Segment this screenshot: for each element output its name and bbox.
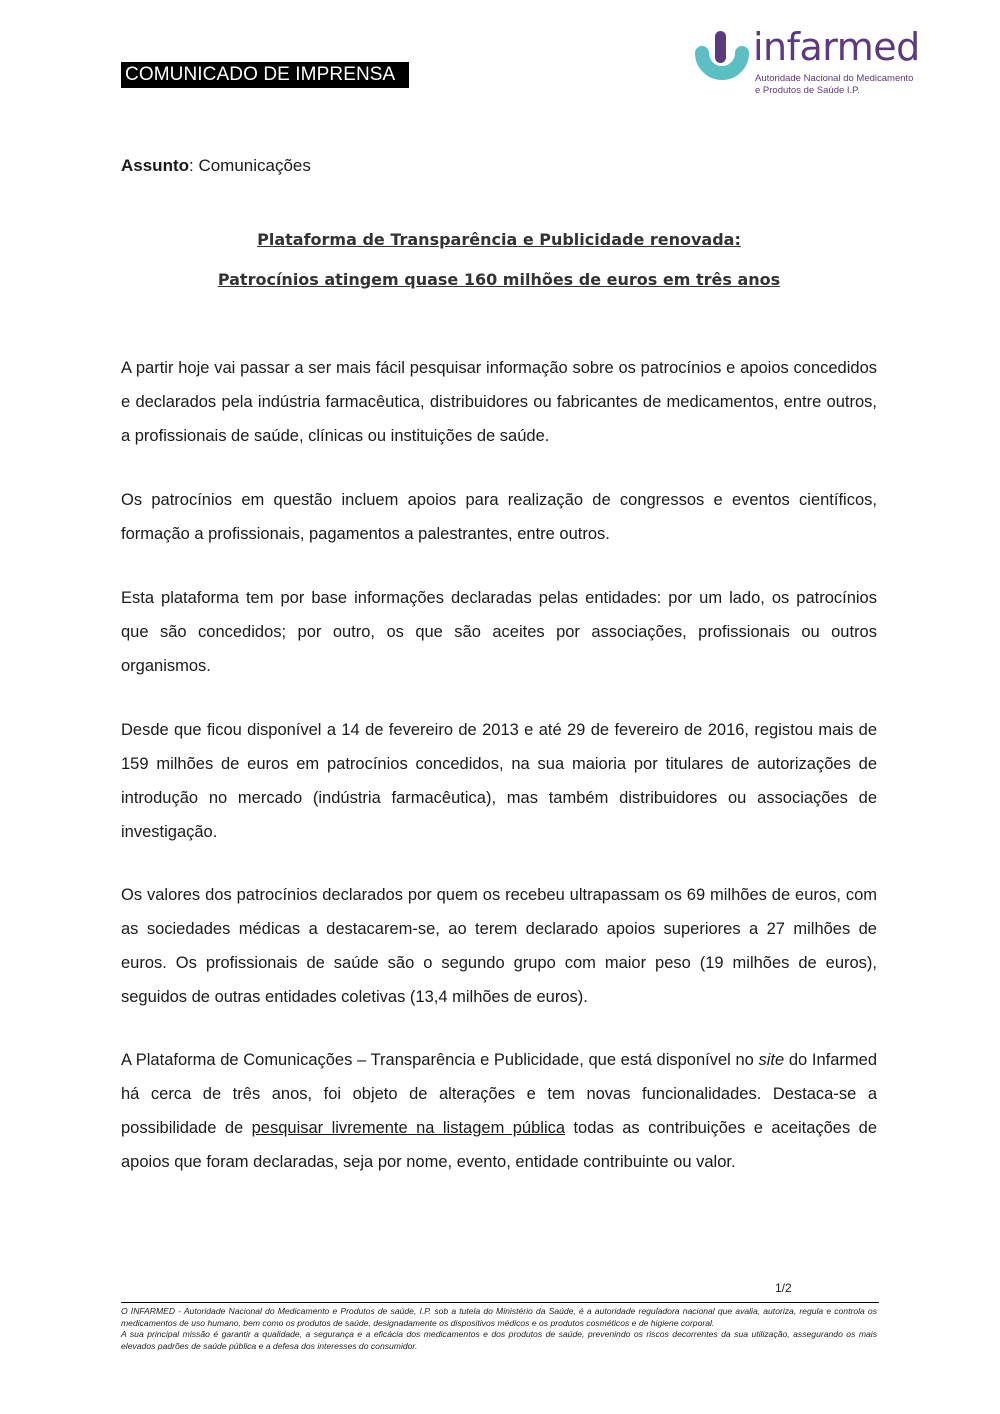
footer [121,1306,877,1352]
footer-text: A sua principal missão é garantir a qualidade, a segurança e a eficácia dos medicamentos e dos produtos de saúde, prevenindo os riscos decorrentes da sua utilização, assegurando os mais elevados padrões de saúde pública e a defesa dos interesses do consumidor. [121,1329,877,1351]
subject-value: : Comunicações [189,156,311,175]
subheadline: Patrocínios atingem quase 160 milhões de euros em três anos [217,270,781,289]
logo-tagline: Autoridade Nacional do Medicamento [755,73,914,84]
subject-label: Assunto [121,156,189,175]
footer-text: O INFARMED - Autoridade Nacional do Medicamento e Produtos de saúde, I.P. sob a tutela do Ministério da Saúde, é a autoridade reguladora nacional que avalia, autoriza, regula e controla os medicamentos de uso humano, bem como os produtos de saúde, designadamente os dispositivos médicos e os produtos cosméticos e de higiene corporal. [121,1306,877,1328]
paragraph-text: todas as contribuições e aceitações de apoios que foram declaradas, seja por nome, evento, entidade contribuinte ou valor. [121,1119,878,1171]
public-listing-link[interactable]: pesquisar livremente na listagem pública [251,1119,566,1137]
footer-divider [121,1302,879,1303]
body-paragraph: Esta plataforma tem por base informações declaradas pelas entidades: por um lado, os patrocínios que são concedidos; por outro, os que são aceites por associações, profissionais ou outros organismos. [121,589,877,675]
headline: Plataforma de Transparência e Publicidade renovada: [257,230,741,249]
subject-line [121,155,311,177]
logo-tagline: e Produtos de Saúde I.P. [755,85,860,96]
page-number: 1/2 [775,1281,792,1295]
body-paragraph [121,1043,877,1179]
paragraph-text: do Infarmed há cerca de três anos, foi objeto de alterações e tem novas funcionalidades. Destaca-se a possibilidade de [121,1051,877,1137]
paragraph-text: A Plataforma de Comunicações – Transparência e Publicidade, que está disponível no [121,1051,759,1069]
body-paragraph: A partir hoje vai passar a ser mais fácil pesquisar informação sobre os patrocínios e apoios concedidos e declarados pela indústria farmacêutica, distribuidores ou fabricantes de medicamentos, entre outros, a profissionais de saúde, clínicas ou instituições de saúde. [121,359,877,445]
logo-wordmark: infarmed [753,25,920,69]
infarmed-logo-mark-icon [694,31,750,87]
site-emphasis: site [758,1051,785,1069]
infarmed-logo [694,25,920,100]
body-paragraph: Desde que ficou disponível a 14 de fevereiro de 2013 e até 29 de fevereiro de 2016, registou mais de 159 milhões de euros em patrocínios concedidos, na sua maioria por titulares de autorizações de introdução no mercado (indústria farmacêutica), mas também distribuidores ou associações de investigação. [121,721,877,841]
body-paragraph: Os patrocínios em questão incluem apoios para realização de congressos e eventos científicos, formação a profissionais, pagamentos a palestrantes, entre outros. [121,491,877,543]
body-paragraph: Os valores dos patrocínios declarados por quem os recebeu ultrapassam os 69 milhões de euros, com as sociedades médicas a destacarem-se, ao terem declarado apoios superiores a 27 milhões de euros. Os profissionais de saúde são o segundo grupo com maior peso (19 milhões de euros), seguidos de outras entidades coletivas (13,4 milhões de euros). [121,886,877,1006]
press-release-label: COMUNICADO DE IMPRENSA [121,62,409,88]
